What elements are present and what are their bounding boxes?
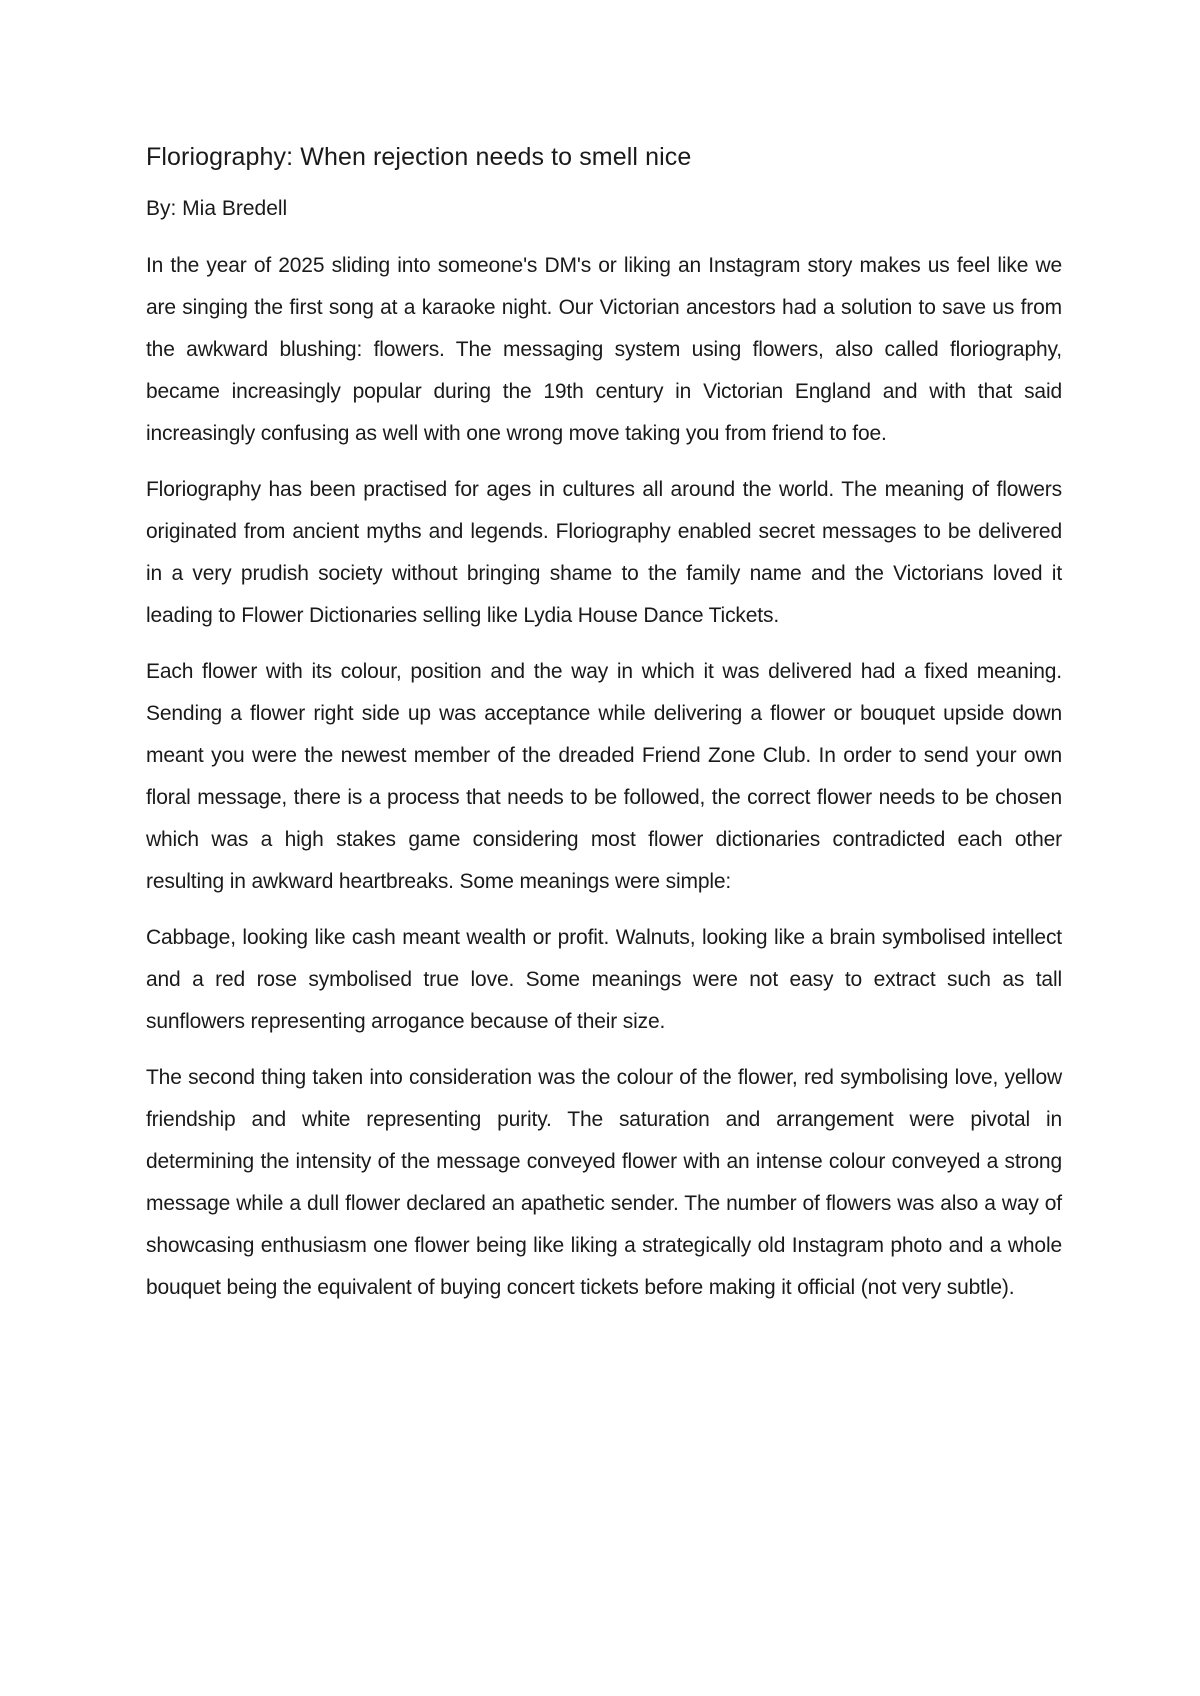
article-paragraph: Floriography has been practised for ages in cultures all around the world. The meaning of flowers originated from ancient myths and legends. Floriography enabled secret messages to be delivered in a very prudish society without bringing shame to the family name and the Victorians loved it leading to Flower Dictionaries selling like Lydia House Dance Tickets. bbox=[146, 477, 1062, 627]
article-paragraph: Cabbage, looking like cash meant wealth or profit. Walnuts, looking like a brain symbolised intellect and a red rose symbolised true love. Some meanings were not easy to extract such as tall sunflowers representing arrogance because of their size. bbox=[146, 925, 1062, 1033]
article-byline: By: Mia Bredell bbox=[146, 197, 288, 220]
article-paragraph: Each flower with its colour, position and the way in which it was delivered had a fixed meaning. Sending a flower right side up was acceptance while delivering a flower or bouquet upside down meant you were the newest member of the dreaded Friend Zone Club. In order to send your own floral message, there is a process that needs to be followed, the correct flower needs to be chosen which was a high stakes game considering most flower dictionaries contradicted each other resulting in awkward heartbreaks. Some meanings were simple: bbox=[146, 659, 1062, 893]
article bbox=[146, 140, 1062, 1323]
article-title: Floriography: When rejection needs to smell nice bbox=[146, 143, 692, 171]
article-paragraph: In the year of 2025 sliding into someone's DM's or liking an Instagram story makes us feel like we are singing the first song at a karaoke night. Our Victorian ancestors had a solution to save us from the awkward blushing: flowers. The messaging system using flowers, also called floriography, became increasingly popular during the 19th century in Victorian England and with that said increasingly confusing as well with one wrong move taking you from friend to foe. bbox=[146, 253, 1062, 445]
article-paragraph: The second thing taken into consideration was the colour of the flower, red symbolising love, yellow friendship and white representing purity. The saturation and arrangement were pivotal in determining the intensity of the message conveyed flower with an intense colour conveyed a strong message while a dull flower declared an apathetic sender. The number of flowers was also a way of showcasing enthusiasm one flower being like liking a strategically old Instagram photo and a whole bouquet being the equivalent of buying concert tickets before making it official (not very subtle). bbox=[146, 1065, 1062, 1299]
